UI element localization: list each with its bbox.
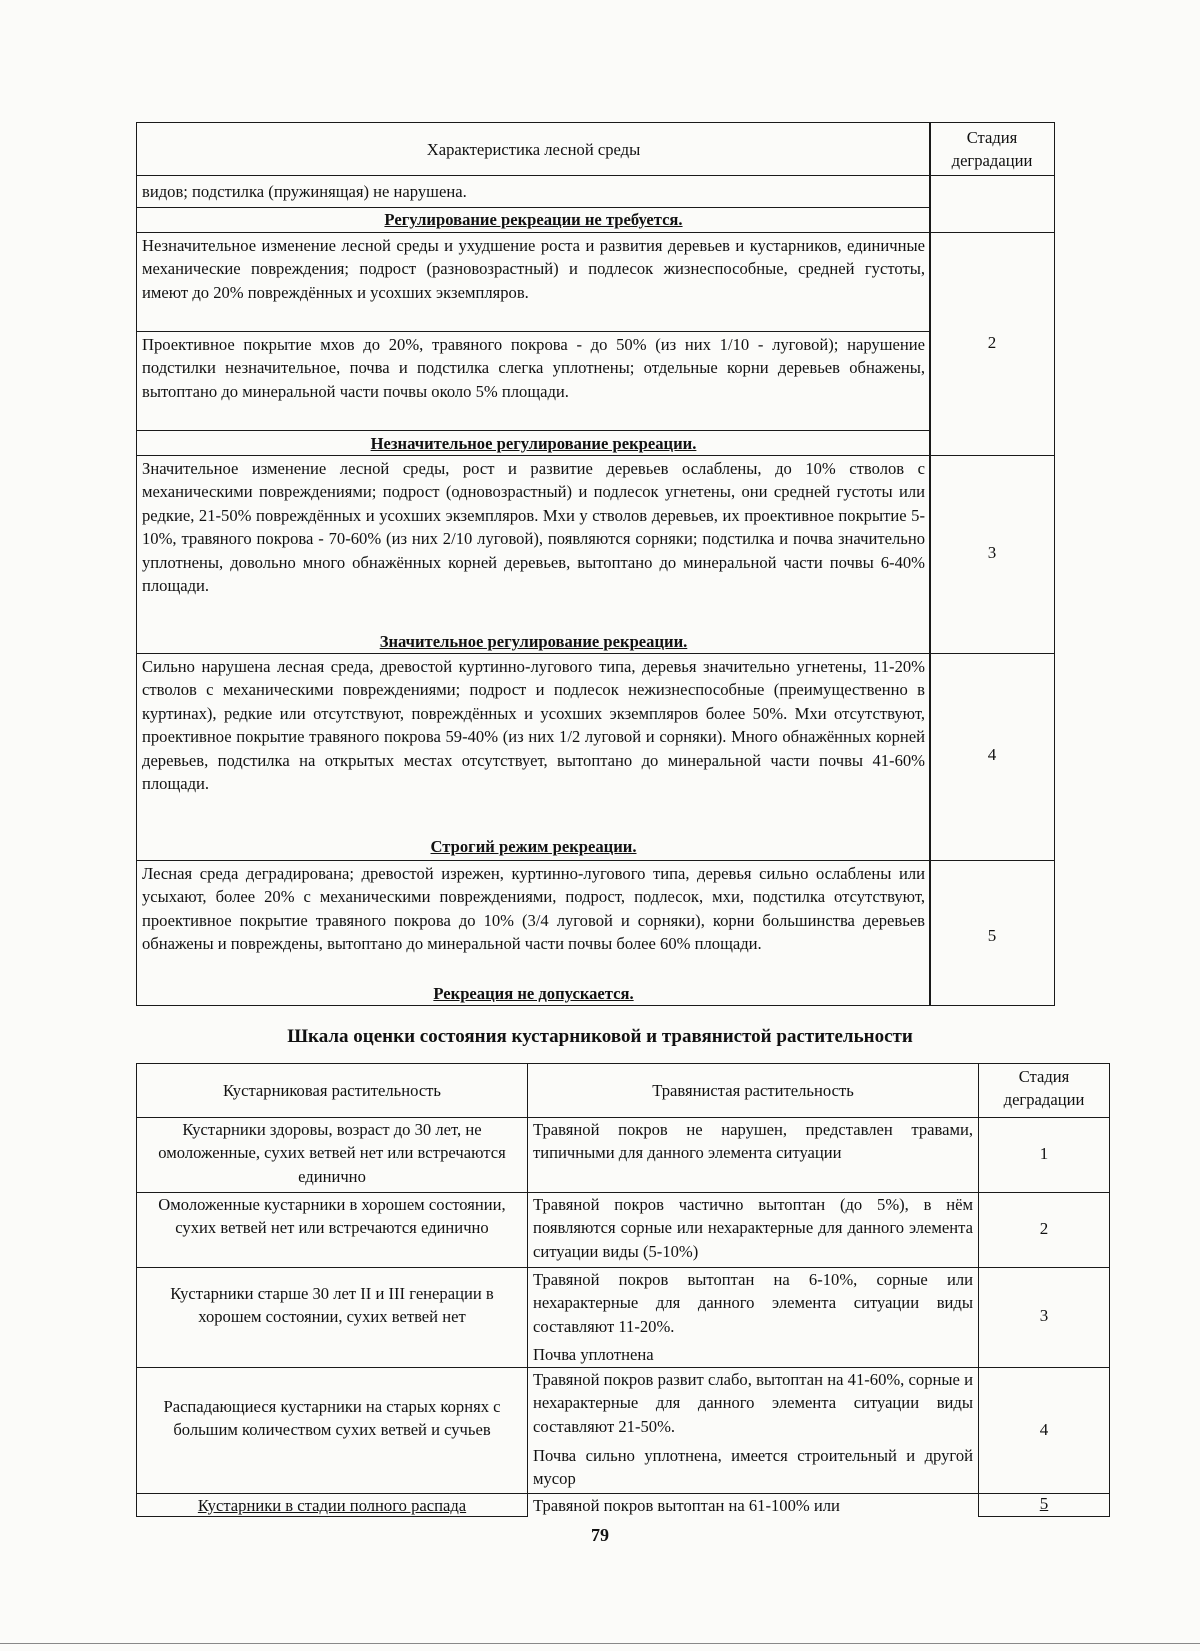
regulation-label-2: Незначительное регулирование рекреации. xyxy=(370,434,697,453)
section-title: Шкала оценки состояния кустарниковой и травянистой растительности xyxy=(287,1026,913,1047)
row3-grass-soil: Почва уплотнена xyxy=(533,1345,654,1364)
regulation-label-5: Рекреация не допускается. xyxy=(433,984,634,1003)
row4-shrub: Распадающиеся кустарники на старых корнях с большим количеством сухих ветвей и сучьев xyxy=(163,1397,501,1440)
stage-value-4: 4 xyxy=(987,745,997,764)
stage2-text-b: Проективное покрытие мхов до 20%, травяного покрова - до 50% (из них 1/10 - луговой); нарушение подстилки незначительное, почва и подстилка слегка уплотнены; отдельные корни деревьев обнажены, вытоптано до минеральной части почвы около 5% площади. xyxy=(142,335,925,401)
page-number: 79 xyxy=(591,1525,609,1545)
header-shrub: Кустарниковая растительность xyxy=(222,1081,442,1100)
regulation-label-3: Значительное регулирование рекреации. xyxy=(379,632,688,651)
row3-grass: Травяной покров вытоптан на 6-10%, сорные или нехарактерные для данного элемента ситуации виды составляют 11-20%. xyxy=(533,1270,973,1336)
row4-grass-soil: Почва сильно уплотнена, имеется строительный и другой мусор xyxy=(533,1446,973,1489)
stage-value-5: 5 xyxy=(987,926,997,945)
stage5-text: Лесная среда деградирована; древостой изрежен, куртинно-лугового типа, деревья сильно ослаблены или усыхают, более 20% с механическими повреждениями, подрост, подлесок, мхи, подстилка отсутствуют, проективное покрытие травяного покрова до 10% (3/4 луговой и сорняки), корни большинства деревьев обнажены и повреждены, вытоптано до минеральной части почвы более 60% площади. xyxy=(142,864,925,954)
row1-stage: 1 xyxy=(1039,1144,1049,1163)
stage-column xyxy=(929,175,1055,1006)
stage-value-2: 2 xyxy=(987,333,997,352)
header-characteristic: Характеристика лесной среды xyxy=(426,140,641,159)
row3-stage: 3 xyxy=(1039,1306,1049,1325)
row2-shrub: Омоложенные кустарники в хорошем состоянии, сухих ветвей нет или встречаются единично xyxy=(158,1195,506,1238)
stage3-text: Значительное изменение лесной среды, рост и развитие деревьев ослаблены, до 10% стволов с механическими повреждениями; подрост (одновозрастный) и подлесок угнетены, они средней густоты или редкие, 21-50% повреждённых и усохших экземпляров. Мхи у стволов деревьев, их проективное покрытие 5-10%, травяного покрова - 70-60% (из них 2/10 луговой), появляются сорняки; подстилка и почва значительно уплотнены, довольно много обнажённых корней деревьев, вытоптано до минеральной части почвы 6-40% площади. xyxy=(142,459,925,596)
stage-value-3: 3 xyxy=(987,543,997,562)
regulation-label-4: Строгий режим рекреации. xyxy=(430,837,637,856)
header-stage: Стадия деградации xyxy=(951,128,1033,171)
continued-text: видов; подстилка (пружинящая) не нарушена. xyxy=(142,182,467,201)
row5-grass: Травяной покров вытоптан на 61-100% или xyxy=(533,1496,840,1515)
stage2-text-a: Незначительное изменение лесной среды и ухудшение роста и развития деревьев и кустарников, единичные механические повреждения; подрост (разновозрастный) и подлесок жизнеспособные, средней густоты, имеют до 20% повреждённых и усохших экземпляров. xyxy=(142,236,925,302)
header-stage2: Стадия деградации xyxy=(1003,1067,1085,1110)
header-grass: Травянистая растительность xyxy=(652,1081,854,1100)
bottom-rule xyxy=(0,1643,1200,1644)
regulation-label-1: Регулирование рекреации не требуется. xyxy=(384,210,683,229)
row3-shrub: Кустарники старше 30 лет II и III генерации в хорошем состоянии, сухих ветвей нет xyxy=(170,1284,494,1327)
stage4-text: Сильно нарушена лесная среда, древостой куртинно-лугового типа, деревья значительно угнетены, 11-20% стволов с механическими повреждениями; подрост и подлесок нежизнеспособные (преимущественно в куртинах), редкие или отсутствуют, повреждённых и усохших экземпляров более 50%. Мхи отсутствуют, проективное покрытие травяного покрова 59-40% (из них 1/2 луговой и сорняки). Много обнажённых корней деревьев, подстилка на открытых местах отсутствует, вытоптано до минеральной части почвы 41-60% площади. xyxy=(142,657,925,794)
row4-grass: Травяной покров развит слабо, вытоптан на 41-60%, сорные и нехарактерные для данного элемента ситуации виды составляют 21-50%. xyxy=(533,1370,973,1436)
row4-stage: 4 xyxy=(1039,1420,1049,1439)
row5-shrub: Кустарники в стадии полного распада xyxy=(197,1496,467,1515)
row5-stage: 5 xyxy=(1039,1494,1049,1513)
row1-grass: Травяной покров не нарушен, представлен травами, типичными для данного элемента ситуации xyxy=(533,1120,973,1163)
row1-shrub: Кустарники здоровы, возраст до 30 лет, не омоложенные, сухих ветвей нет или встречаются единично xyxy=(158,1120,506,1186)
row2-grass: Травяной покров частично вытоптан (до 5%), в нём появляются сорные или нехарактерные для данного элемента ситуации виды (5-10%) xyxy=(533,1195,973,1261)
row2-stage: 2 xyxy=(1039,1219,1049,1238)
